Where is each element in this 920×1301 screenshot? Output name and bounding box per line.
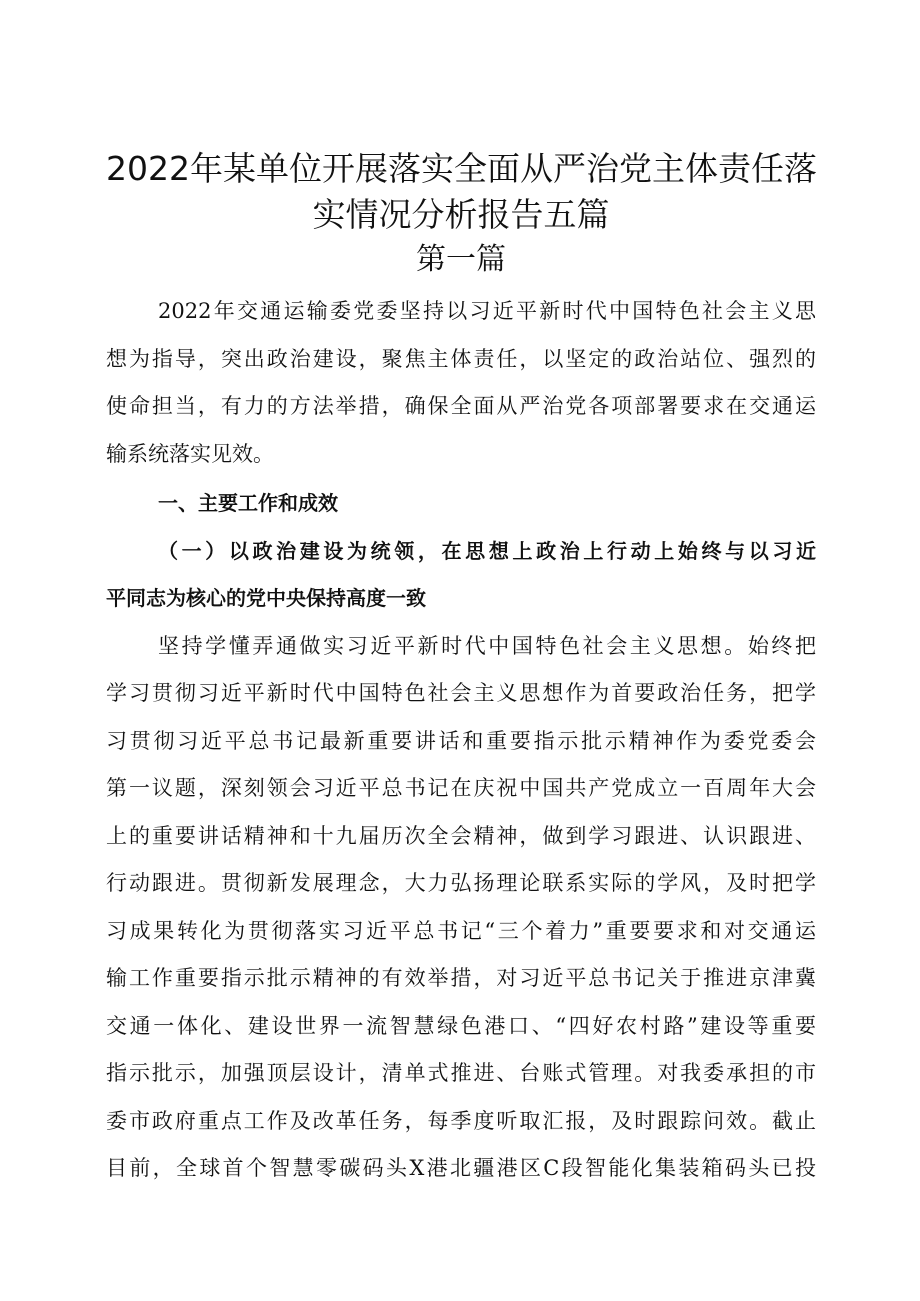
- text-line: 一、主要工作和成效: [158, 491, 338, 515]
- text-line: 学习贯彻习近平新时代中国特色社会主义思想作为首要政治任务，把学: [106, 681, 816, 705]
- text-line: 坚持学懂弄通做实习近平新时代中国特色社会主义思想。始终把: [158, 633, 816, 658]
- title-line: 实情况分析报告五篇: [312, 195, 610, 234]
- text-line: 习贯彻习近平总书记最新重要讲话和重要指示批示精神作为委党委会: [106, 728, 816, 753]
- text-line: （一）以政治建设为统领，在思想上政治上行动上始终与以习近: [158, 538, 816, 563]
- text-line: 上的重要讲话精神和十九届历次全会精神，做到学习跟进、认识跟进、: [106, 823, 816, 848]
- body-paragraph: [106, 623, 816, 1193]
- subsection-heading: [106, 528, 816, 623]
- intro-paragraph: [106, 288, 816, 478]
- text-line: 习成果转化为贯彻落实习近平总书记“三个着力”重要要求和对交通运: [106, 918, 816, 943]
- text-line: 行动跟进。贯彻新发展理念，大力弘扬理论联系实际的学风，及时把学: [106, 871, 816, 895]
- text-line: 输工作重要指示批示精神的有效举措，对习近平总书记关于推进京津冀: [106, 966, 816, 990]
- text-line: 输系统落实见效。: [106, 441, 274, 466]
- text-line: 第一议题，深刻领会习近平总书记在庆祝中国共产党成立一百周年大会: [106, 776, 816, 800]
- text-line: 委市政府重点工作及改革任务，每季度听取汇报，及时跟踪问效。截止: [106, 1108, 816, 1133]
- text-line: 交通一体化、建设世界一流智慧绿色港口、“四好农村路”建设等重要: [106, 1013, 816, 1038]
- text-line: 目前，全球首个智慧零碳码头X港北疆港区C段智能化集装箱码头已投: [106, 1156, 816, 1180]
- section-heading: [106, 480, 816, 528]
- text-line: 使命担当，有力的方法举措，确保全面从严治党各项部署要求在交通运: [106, 394, 816, 418]
- text-line: 指示批示，加强顶层设计，清单式推进、台账式管理。对我委承担的市: [106, 1061, 816, 1085]
- chapter-heading: 第一篇: [416, 242, 506, 277]
- text-line: 想为指导，突出政治建设，聚焦主体责任，以坚定的政治站位、强烈的: [106, 346, 816, 371]
- title-line: 2022年某单位开展落实全面从严治党主体责任落: [106, 149, 817, 188]
- text-line: 2022年交通运输委党委坚持以习近平新时代中国特色社会主义思: [158, 299, 816, 323]
- text-line: 平同志为核心的党中央保持高度一致: [106, 586, 426, 610]
- document-title: [106, 146, 816, 238]
